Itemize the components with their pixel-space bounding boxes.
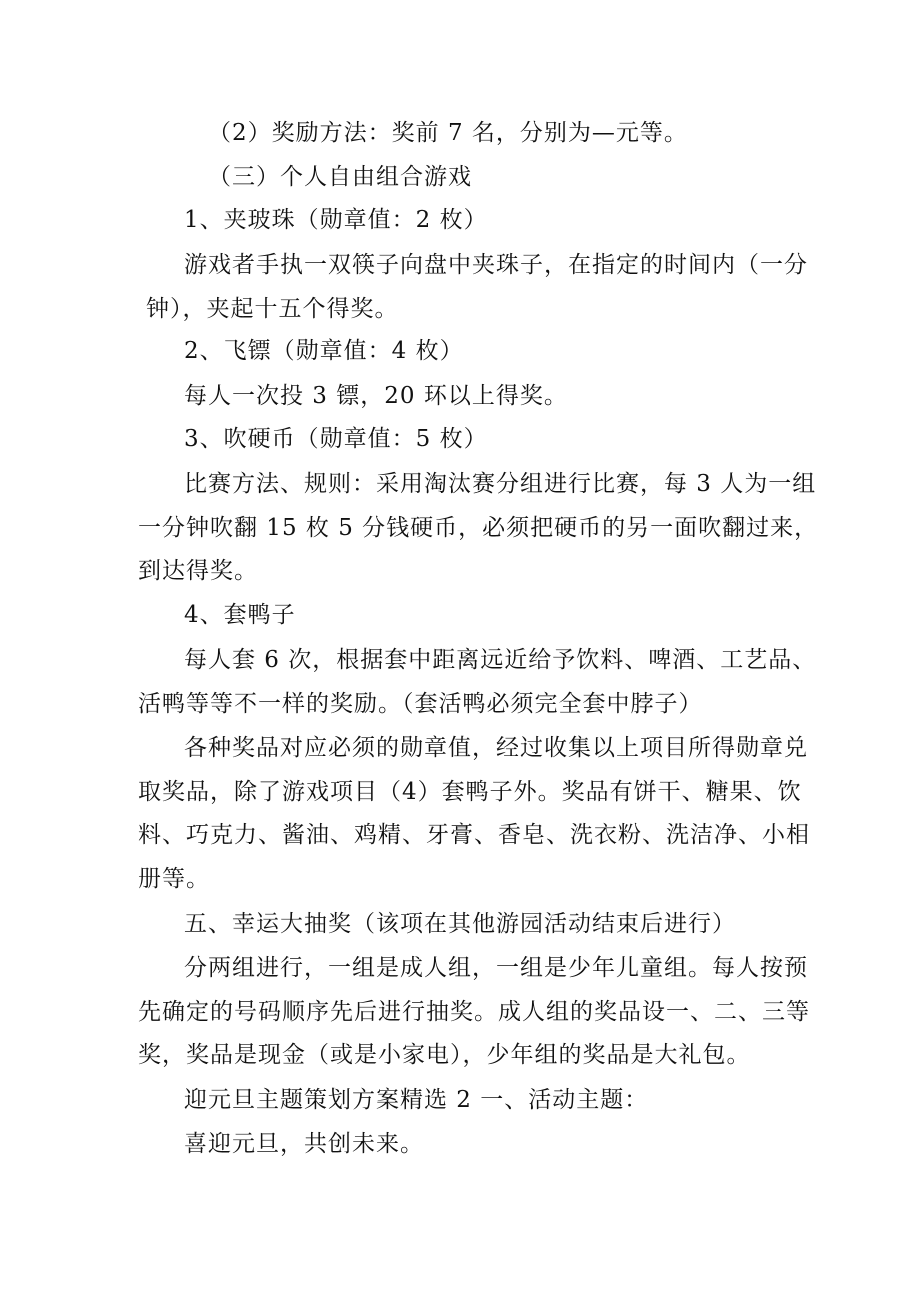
text-line: 五、幸运大抽奖（该项在其他游园活动结束后进行） bbox=[184, 911, 736, 937]
paragraph-reward-method bbox=[138, 112, 798, 156]
paragraph-darts-rules bbox=[138, 375, 798, 419]
heading-plan-2-theme bbox=[138, 1079, 798, 1123]
text-line: 各种奖品对应必须的勋章值，经过收集以上项目所得勋章兑 bbox=[184, 735, 808, 761]
text-line: 奖，奖品是现金（或是小家电），少年组的奖品是大礼包。 bbox=[138, 1042, 751, 1068]
text-line: 每人套 6 次，根据套中距离远近给予饮料、啤酒、工艺品、 bbox=[184, 647, 817, 673]
text-line: 料、巧克力、酱油、鸡精、牙膏、香皂、洗衣粉、洗洁净、小相 bbox=[138, 822, 810, 848]
text-line: 分两组进行，一组是成人组，一组是少年儿童组。每人按预 bbox=[184, 955, 808, 981]
text-line: 先确定的号码顺序先后进行抽奖。成人组的奖品设一、二、三等 bbox=[138, 998, 810, 1025]
text-line: 4、套鸭子 bbox=[184, 602, 296, 628]
heading-ring-duck bbox=[138, 594, 798, 638]
text-line: 1、夹玻珠（勋章值：2 枚） bbox=[184, 207, 488, 233]
text-line: 一分钟吹翻 15 枚 5 分钱硬币，必须把硬币的另一面吹翻过来， bbox=[138, 514, 819, 541]
heading-lucky-draw bbox=[138, 903, 798, 947]
paragraph-ring-duck-rules bbox=[138, 639, 817, 726]
heading-blow-coin bbox=[138, 418, 798, 462]
text-line: 迎元旦主题策划方案精选 2 一、活动主题： bbox=[184, 1087, 649, 1113]
text-line: 册等。 bbox=[138, 865, 210, 892]
text-line: 喜迎元旦，共创未来。 bbox=[184, 1131, 424, 1157]
text-line: 2、飞镖（勋章值：4 枚） bbox=[184, 338, 464, 364]
text-line: 取奖品，除了游戏项目（4）套鸭子外。奖品有饼干、糖果、饮 bbox=[138, 778, 802, 805]
text-line: 游戏者手执一双筷子向盘中夹珠子，在指定的时间内（一分 bbox=[184, 252, 808, 278]
heading-darts bbox=[138, 330, 798, 374]
paragraph-blow-coin-rules bbox=[138, 463, 819, 594]
text-line: 3、吹硬币（勋章值：5 枚） bbox=[184, 426, 488, 452]
text-line: （2）奖励方法：奖前 7 名，分别为—元等。 bbox=[208, 120, 688, 146]
paragraph-theme-slogan bbox=[138, 1123, 798, 1167]
paragraph-pick-beads-rules bbox=[138, 244, 808, 331]
text-line: 活鸭等等不一样的奖励。（套活鸭必须完全套中脖子） bbox=[138, 690, 703, 717]
text-line: 比赛方法、规则：采用淘汰赛分组进行比赛，每 3 人为一组 bbox=[184, 471, 817, 497]
text-line: 到达得奖。 bbox=[138, 558, 258, 584]
heading-free-combination-games bbox=[138, 156, 798, 200]
paragraph-prize-exchange bbox=[138, 727, 810, 901]
text-line: 每人一次投 3 镖，20 环以上得奖。 bbox=[184, 383, 568, 409]
paragraph-lucky-draw-rules bbox=[138, 947, 810, 1078]
text-line: 钟），夹起十五个得奖。 bbox=[146, 295, 399, 322]
text-line: （三）个人自由组合游戏 bbox=[208, 164, 472, 190]
heading-pick-beads bbox=[138, 199, 798, 243]
